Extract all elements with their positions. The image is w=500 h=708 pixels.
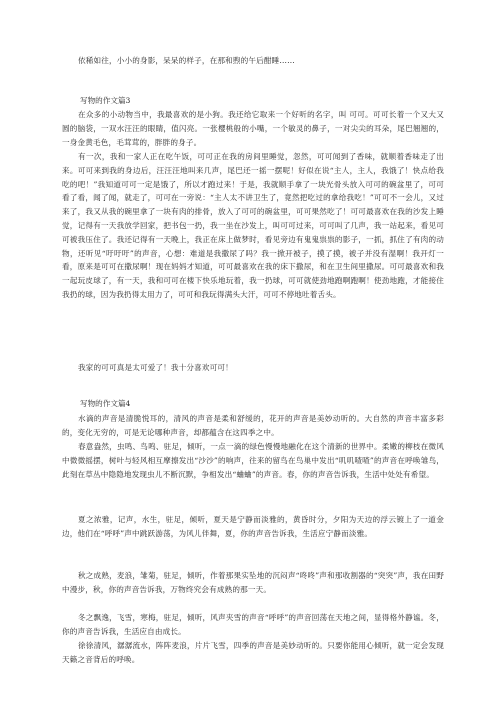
- essay-4-paragraph-1: 水滴的声音是清脆悦耳的，清风的声音是柔和舒缓的，花开的声音是美妙动听的。大自然的声音丰富多彩的，变化无穷的，可是无论哪种声音，却都蕴含在这四季之中。: [62, 414, 444, 437]
- essay-4-title: 写物的作文篇4: [80, 399, 131, 408]
- essay-4-paragraph-5: 冬之飘逸，飞雪，寒梅，驻足，倾听，风声夹雪的声音“呼呼”的声音回荡在天地之间，显得格外静谧。冬，你的声音告诉我，生活应自由成长。: [62, 613, 444, 636]
- essay-4-paragraph-3: 夏之浓雅，记声，水生，驻足，倾听，夏天是宁静而淡雅的，黄昏时分，夕阳为天边的浮云镀上了一道金边，他们在“呼呼”声中跳跃游荡，为风儿伴舞，夏，你的声音告诉我，生活应宁静而淡雅。: [62, 515, 444, 538]
- essay-3-paragraph-2: 有一次，我和一家人正在吃午饭，可可正在我的房间里睡觉，忽然，可可闻到了香味，就顺着香味走了出来。可可来到我的身边后，汪汪汪地叫来几声，尾巴还一摇一摆呢！好似在说“主人，主人，我饿了！快点给我吃的吧！”我知道可可一定是饿了，所以才跑过来！于是，我就顺手拿了一块光骨头放入可可的碗盆里了，可可看了看，闻了闻，就走了，可可在一旁说：“主人太不讲卫生了，竟然把吃过的拿给我吃！”可可不一会儿，又过来了，我又从我的碗里拿了一块有肉的排骨，放入了可可的碗盆里，可可果然吃了！可可最喜欢在我的沙发上睡觉，记得有一天我放学回家，把书包一扔，我一坐在沙发上，叫可可过来，可可叫了几声，我一站起来，看见可可被我压住了。我还记得有一天晚上，我正在床上做梦时，看见旁边有鬼鬼祟祟的影子，一抓，抓住了有肉的动物，还听见“吁吁吁”的声音，心想：难道是我撒尿了吗？我一掀开被子，摸了摸，被子并没有湿啊！我开灯一看，原来是可可在撒尿啊！现在妈妈才知道，可可最喜欢在我的床下撒尿，和在卫生间里撒尿。可可最喜欢和我一起玩皮球了，有一天，我和可可在楼下快乐地玩着，我一扔球，可可就使劲地跑啊跑啊！使劲地跑，才能接住我扔的球，因为我扔得太用力了，可可和我玩得满头大汗，可可不停地吐着舌头。: [62, 152, 444, 299]
- essay-4-paragraph-2: 春意盎然，虫鸣、鸟鸣、驻足，倾听，一点一滴的绿色慢慢地融化在这个清新的世界中。柔嫩的柳枝在微风中微微摇摆，树叶与轻风相互摩擦发出“沙沙”的响声，往来的留鸟在鸟巢中发出“叽叽喳喳”的声音在呼唤雏鸟，此刻在草丛中隐隐地发现虫儿不断沉默，争相发出“蛐蛐”的声音。春，你的声音告诉我，生活中处处有希望。: [62, 442, 444, 479]
- essay-3-paragraph-3: 我家的可可真是太可爱了！我十分喜欢可可！: [78, 363, 233, 372]
- essay-4-paragraph-4: 秋之成熟，麦浪，雏菊，驻足，倾听，作着那果实坠地的沉闷声“咚咚”声和那收割器的“突突”声，我在田野中漫步，秋，你的声音告诉我，万物终究会有成熟的那一天。: [62, 571, 444, 594]
- intro-paragraph: 依稀如往，小小的身影，呆呆的样子，在那和煦的午后酣睡……: [78, 56, 295, 65]
- essay-3-paragraph-1: 在众多的小动物当中，我最喜欢的是小狗。我还给它取来一个好听的名字，叫 可可。可可长着一个又大又圆的脑袋，一双水汪汪的眼睛，值闪亮。一张樱桃般的小嘴，一个敏灵的鼻子，一对尖尖的耳朵，尾巴翘翘的，一身金黄毛色，毛茸茸的，胖胖的身子。: [62, 110, 444, 147]
- essay-4-paragraph-6: 徐徐清风，潺潺流水，阵阵麦浪，片片飞雪，四季的声音是美妙动听的。只要你能用心倾听，就一定会发现天籁之音背后的呼唤。: [62, 641, 444, 664]
- essay-3-title: 写物的作文篇3: [80, 96, 131, 105]
